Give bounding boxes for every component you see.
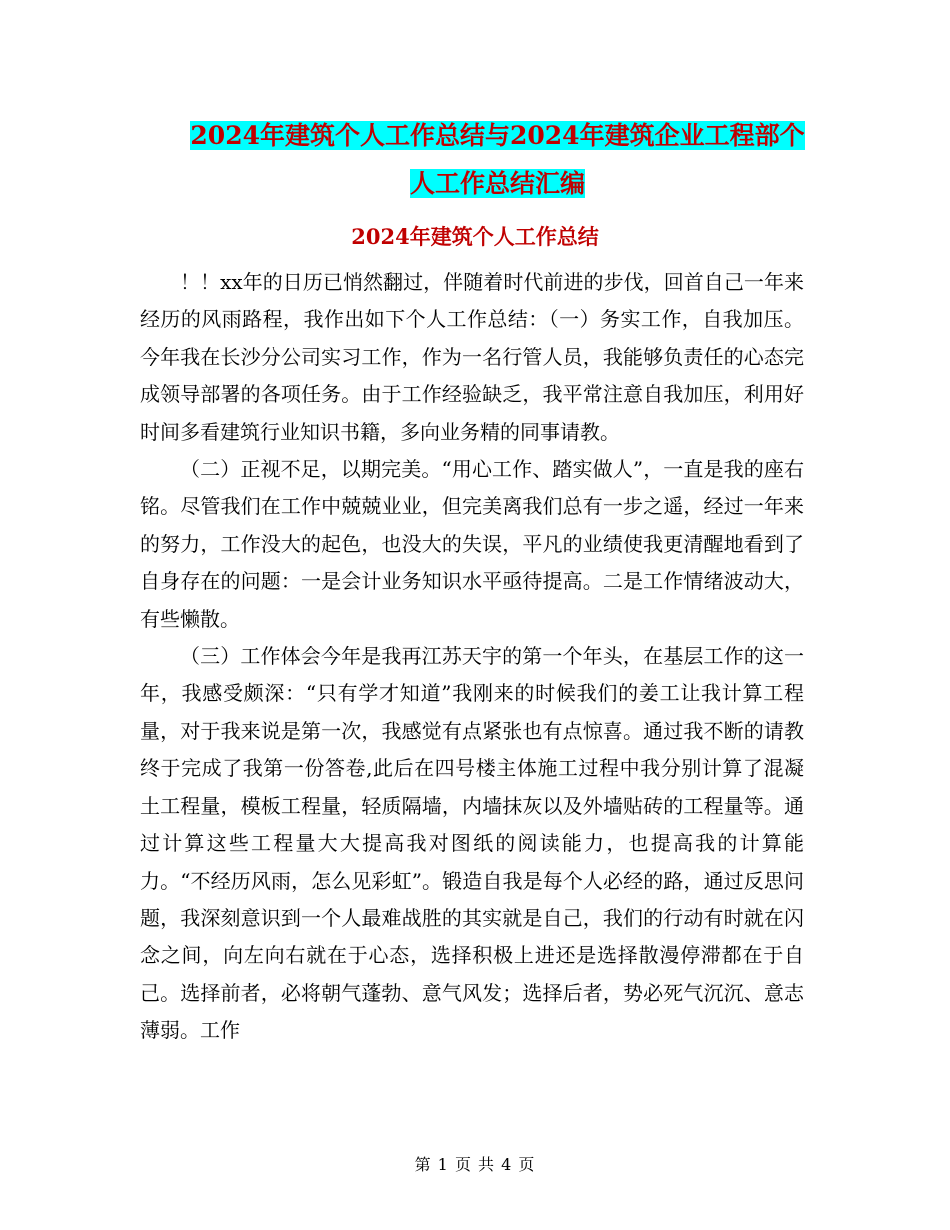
paragraph-3: （三）工作体会今年是我再江苏天宇的第一个年头，在基层工作的这一年，我感受颇深：“只有学才知道”我刚来的时候我们的姜工让我计算工程量，对于我来说是第一次，我感觉有点紧张也有点惊喜。通过我不断的请教终于完成了我第一份答卷,此后在四号楼主体施工过程中我分别计算了混凝土工程量，模板工程量，轻质隔墙，内墙抹灰以及外墙贴砖的工程量等。通过计算这些工程量大大提高我对图纸的阅读能力，也提高我的计算能力。“不经历风雨，怎么见彩虹”。锻造自我是每个人必经的路，通过反思问题，我深刻意识到一个人最难战胜的其实就是自己，我们的行动有时就在闪念之间，向左向右就在于心态，选择积极上进还是选择散漫停滞都在于自己。选择前者，必将朝气蓬勃、意气风发；选择后者，势必死气沉沉、意志薄弱。工作 [140, 644, 804, 1043]
page-footer [0, 1152, 950, 1175]
document-title [140, 112, 855, 208]
document-title-line2: 人工作总结汇编 [409, 169, 585, 198]
document-title-line1: 2024年建筑个人工作总结与2024年建筑企业工程部个 [190, 121, 805, 150]
paragraph-2: （二）正视不足，以期完美。“用心工作、踏实做人”，一直是我的座右铭。尽管我们在工作中兢兢业业，但完美离我们总有一步之遥，经过一年来的努力，工作没大的起色，也没大的失误，平凡的业绩使我更清醒地看到了自身存在的问题：一是会计业务知识水平亟待提高。二是工作情绪波动大，有些懒散。 [140, 457, 804, 631]
section-title: 2024年建筑个人工作总结 [351, 224, 599, 249]
paragraph-1: ！！xx年的日历已悄然翻过，伴随着时代前进的步伐，回首自己一年来经历的风雨路程，我作出如下个人工作总结：（一）务实工作，自我加压。今年我在长沙分公司实习工作，作为一名行管人员，我能够负责任的心态完成领导部署的各项任务。由于工作经验缺乏，我平常注意自我加压，利用好时间多看建筑行业知识书籍，多向业务精的同事请教。 [140, 270, 804, 444]
page-indicator: 第 1 页 共 4 页 [414, 1155, 536, 1174]
document-body [140, 264, 804, 1050]
